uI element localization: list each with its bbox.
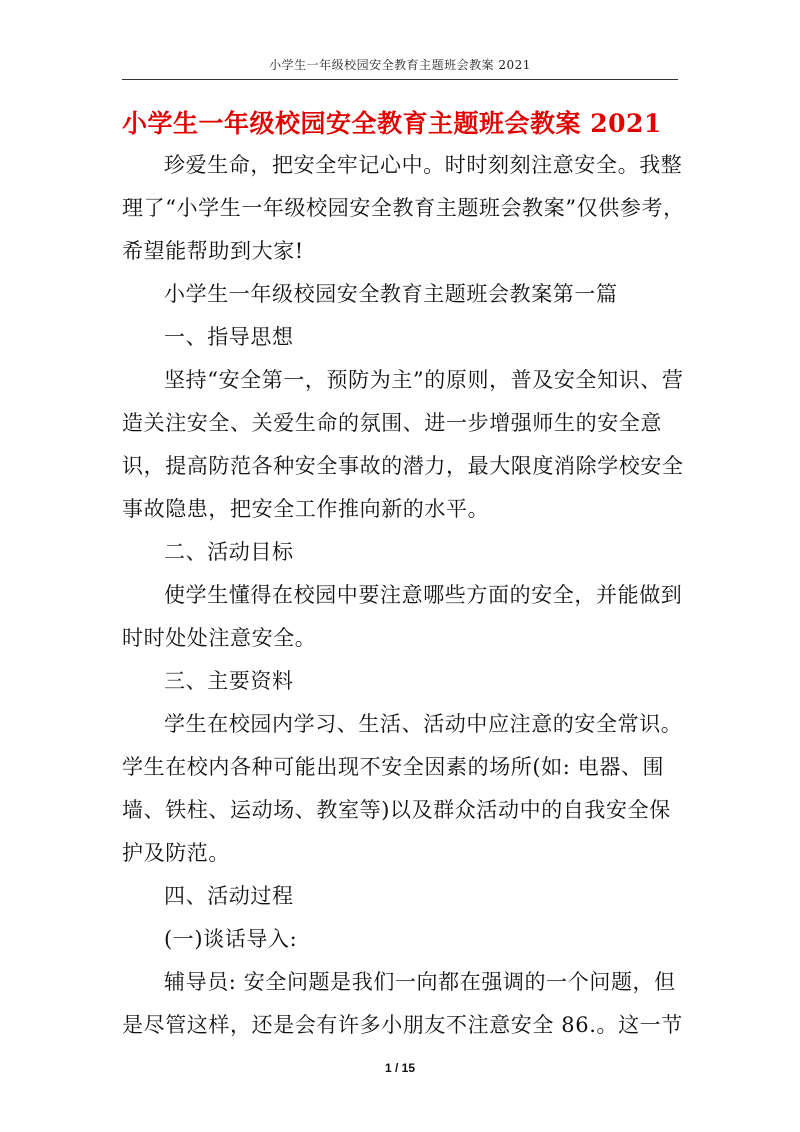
document-title: 小学生一年级校园安全教育主题班会教案 2021: [122, 109, 662, 138]
page-number: 1 / 15: [384, 1061, 416, 1075]
section-heading-materials: 三、主要资料: [164, 669, 294, 693]
document-body: [122, 144, 688, 1047]
body-paragraph: 学生在校园内学习、生活、活动中应注意的安全常识。学生在校内各种可能出现不安全因素的场所(如: 电器、围墙、铁柱、运动场、教室等)以及群众活动中的自我安全保护及防范。: [122, 712, 683, 865]
body-paragraph: 使学生懂得在校园中要注意哪些方面的安全，并能做到时时处处注意安全。: [122, 583, 683, 650]
section-heading-first-part: 小学生一年级校园安全教育主题班会教案第一篇: [164, 282, 618, 306]
section-heading-process: 四、活动过程: [164, 884, 294, 908]
subsection-heading: (一)谈话导入:: [164, 927, 298, 951]
section-heading-goals: 二、活动目标: [164, 540, 294, 564]
body-paragraph: 辅导员: 安全问题是我们一向都在强调的一个问题，但是尽管这样，还是会有许多小朋友不注意安全 86.。这一节: [122, 970, 683, 1037]
intro-paragraph: 珍爱生命，把安全牢记心中。时时刻刻注意安全。我整理了“小学生一年级校园安全教育主题班会教案”仅供参考，希望能帮助到大家!: [122, 153, 685, 263]
running-header: 小学生一年级校园安全教育主题班会教案 2021: [269, 58, 531, 72]
section-heading-guiding-idea: 一、指导思想: [164, 325, 294, 349]
body-paragraph: 坚持“安全第一，预防为主”的原则，普及安全知识、营造关注安全、关爱生命的氛围、进一步增强师生的安全意识，提高防范各种安全事故的潜力，最大限度消除学校安全事故隐患，把安全工作推向新的水平。: [122, 368, 684, 521]
header-divider: [122, 79, 678, 80]
